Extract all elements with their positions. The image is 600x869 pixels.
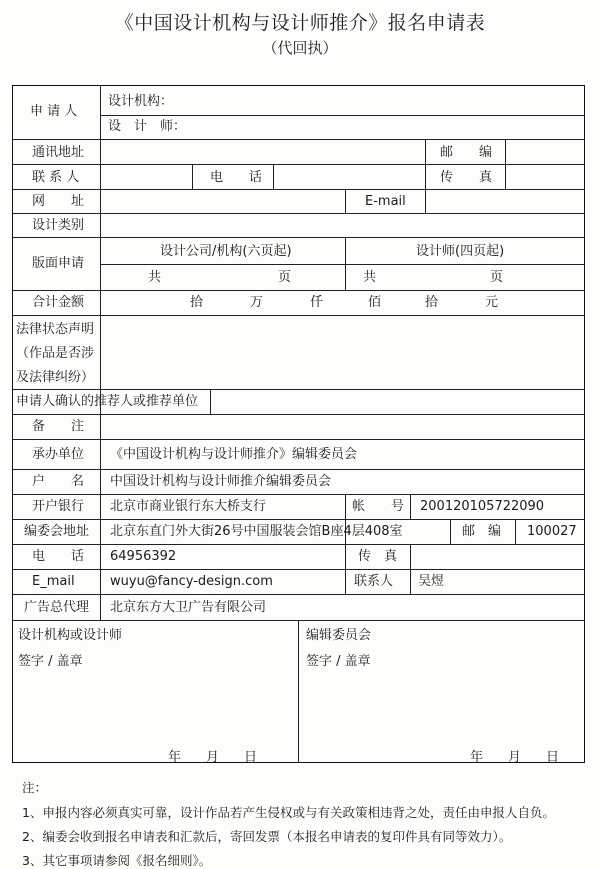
amount-unit: 佰 — [368, 295, 382, 310]
legal-label-line2: （作品是否涉 — [16, 346, 95, 361]
designer-option: 设计师(四页起) — [416, 244, 505, 259]
sign-left-title: 设计机构或设计师 — [18, 628, 123, 643]
col-divider — [505, 164, 506, 189]
applicant-label: 申 请 人 — [30, 104, 78, 119]
row-divider — [100, 264, 585, 265]
ad-agent-label: 广告总代理 — [24, 600, 90, 615]
committee-contact-label: 联系人 — [354, 574, 394, 589]
row-divider — [12, 237, 585, 238]
account-number-label: 帐 号 — [352, 499, 405, 514]
amount-unit: 拾 — [190, 295, 204, 310]
fax-label: 传 真 — [440, 170, 493, 185]
organizer-label: 承办单位 — [32, 447, 85, 462]
col-divider — [298, 620, 299, 763]
row-divider — [12, 594, 585, 595]
col-divider — [505, 139, 506, 164]
col-divider — [515, 519, 516, 544]
legal-label-line1: 法律状态声明 — [16, 322, 95, 337]
amount-unit: 元 — [485, 295, 499, 310]
committee-address-value: 北京东直门外大街26号中国服装会馆B座4层408室 — [110, 524, 403, 539]
committee-email-value: wuyu@fancy-design.com — [110, 574, 273, 589]
note-item: 2、编委会收到报名申请表和汇款后，寄回发票（本报名申请表的复印件具有同等效力）。 — [22, 829, 512, 844]
col-divider — [345, 189, 346, 213]
phone-label: 电 话 — [210, 170, 263, 185]
col-divider — [450, 519, 451, 544]
sign-right-year: 年 — [470, 750, 484, 765]
col-divider — [410, 494, 411, 519]
col-divider — [425, 189, 426, 213]
col-divider — [100, 85, 101, 620]
row-divider — [12, 189, 585, 190]
committee-email-label: E_mail — [32, 574, 75, 589]
designer-total-label: 共 — [363, 270, 377, 285]
row-divider — [100, 115, 585, 116]
account-name-value: 中国设计机构与设计师推介编辑委员会 — [110, 474, 332, 489]
row-divider — [12, 494, 585, 495]
email-label: E-mail — [365, 194, 406, 209]
amount-unit: 万 — [250, 295, 264, 310]
website-label: 网 址 — [32, 194, 85, 209]
ad-agent-value: 北京东方大卫广告有限公司 — [110, 600, 267, 615]
legal-label-line3: 及法律纠纷） — [16, 370, 95, 385]
account-number-value: 200120105722090 — [420, 499, 545, 514]
col-divider — [192, 164, 193, 189]
col-divider — [345, 237, 346, 290]
amount-label: 合计金额 — [32, 295, 85, 310]
company-total-label: 共 — [148, 270, 162, 285]
sign-right-day: 日 — [546, 750, 560, 765]
committee-phone-value: 64956392 — [110, 549, 177, 564]
note-item: 3、其它事项请参阅《报名细则》。 — [22, 853, 212, 868]
row-divider — [12, 290, 585, 291]
row-divider — [12, 164, 585, 165]
sign-right-month: 月 — [508, 750, 522, 765]
remarks-label: 备 注 — [32, 419, 85, 434]
committee-postcode-value: 100027 — [527, 524, 577, 539]
committee-fax-label: 传 真 — [358, 549, 398, 564]
sign-left-stamp: 签字 / 盖章 — [18, 654, 83, 669]
row-divider — [12, 389, 585, 390]
row-divider — [12, 544, 585, 545]
col-divider — [425, 139, 426, 164]
row-divider — [12, 439, 585, 440]
committee-postcode-label: 邮 编 — [462, 524, 502, 539]
committee-contact-value: 吴煜 — [418, 574, 445, 589]
company-option: 设计公司/机构(六页起) — [160, 244, 292, 259]
sign-right-stamp: 签字 / 盖章 — [306, 654, 371, 669]
contact-label: 联 系 人 — [32, 170, 80, 185]
row-divider — [12, 139, 585, 140]
amount-unit: 仟 — [310, 295, 324, 310]
row-divider — [12, 519, 585, 520]
page-request-label: 版面申请 — [32, 256, 85, 271]
recommender-label: 申请人确认的推荐人或推荐单位 — [16, 394, 199, 409]
account-name-label: 户 名 — [32, 474, 85, 489]
address-label: 通讯地址 — [32, 145, 85, 160]
designer-label: 设 计 师： — [108, 119, 187, 134]
row-divider — [12, 469, 585, 470]
sign-left-day: 日 — [244, 750, 258, 765]
design-org-label: 设计机构： — [108, 94, 174, 109]
row-divider — [12, 569, 585, 570]
committee-phone-label: 电 话 — [32, 549, 85, 564]
col-divider — [410, 544, 411, 594]
sign-left-month: 月 — [206, 750, 220, 765]
form-subtitle: （代回执） — [262, 39, 338, 57]
row-divider — [12, 414, 585, 415]
committee-address-label: 编委会地址 — [24, 524, 90, 539]
bank-label: 开户银行 — [32, 499, 85, 514]
form-title: 《中国设计机构与设计师推介》报名申请表 — [114, 12, 486, 34]
col-divider — [273, 164, 274, 189]
notes-header: 注： — [22, 780, 48, 795]
row-divider — [12, 213, 585, 214]
organizer-value: 《中国设计机构与设计师推介》编辑委员会 — [110, 447, 358, 462]
sign-right-title: 编辑委员会 — [306, 628, 372, 643]
design-category-label: 设计类别 — [32, 218, 85, 233]
company-pages-label: 页 — [278, 270, 292, 285]
col-divider — [425, 164, 426, 189]
col-divider — [345, 544, 346, 594]
row-divider — [12, 315, 585, 316]
designer-pages-label: 页 — [490, 270, 504, 285]
postcode-label: 邮 编 — [440, 145, 493, 160]
bank-value: 北京市商业银行东大桥支行 — [110, 499, 267, 514]
col-divider — [210, 389, 211, 414]
note-item: 1、申报内容必须真实可靠，设计作品若产生侵权或与有关政策相违背之处，责任由申报人自负。 — [22, 805, 555, 820]
sign-left-year: 年 — [168, 750, 182, 765]
amount-unit: 拾 — [425, 295, 439, 310]
